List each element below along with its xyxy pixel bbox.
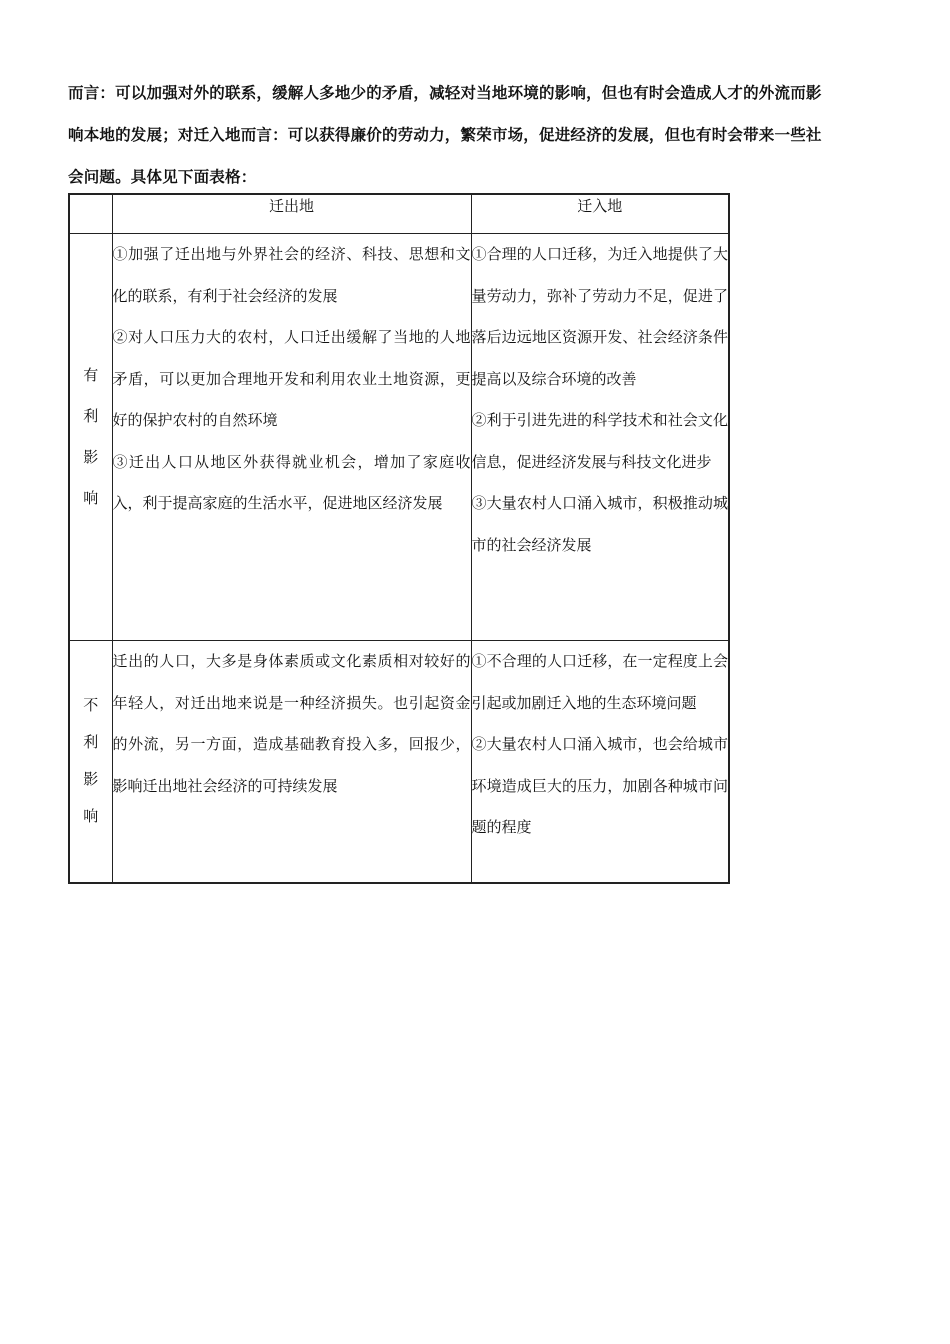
- table-header-row: [69, 194, 729, 234]
- intro-line-2: 响本地的发展；对迁入地而言：可以获得廉价的劳动力，繁荣市场，促进经济的发展，但也有时会带来一些社: [68, 126, 822, 144]
- list-item: ③迁出人口从地区外获得就业机会，增加了家庭收入，利于提高家庭的生活水平，促进地区经济发展: [112, 452, 471, 512]
- cell-positive-emigration: [112, 234, 471, 641]
- row-label-negative: 不 利 影 响: [69, 641, 112, 883]
- list-item: 迁出的人口，大多是身体素质或文化素质相对较好的年轻人，对迁出地来说是一种经济损失。也引起资金的外流，另一方面，造成基础教育投入多，回报少，影响迁出地社会经济的可持续发展: [112, 652, 471, 795]
- intro-line-1: 而言：可以加强对外的联系，缓解人多地少的矛盾，减轻对当地环境的影响，但也有时会造成人才的外流而影: [68, 84, 822, 102]
- intro-paragraph: [68, 72, 888, 198]
- header-emigration: 迁出地: [112, 194, 471, 234]
- list-item: ②利于引进先进的科学技术和社会文化信息，促进经济发展与科技文化进步: [471, 411, 728, 471]
- list-item: ①合理的人口迁移，为迁入地提供了大量劳动力，弥补了劳动力不足，促进了落后边远地区资源开发、社会经济条件提高以及综合环境的改善: [471, 245, 728, 388]
- list-item: ②对人口压力大的农村，人口迁出缓解了当地的人地矛盾，可以更加合理地开发和利用农业土地资源，更好的保护农村的自然环境: [112, 328, 471, 429]
- intro-line-3: 会问题。具体见下面表格：: [68, 168, 257, 186]
- header-immigration: 迁入地: [471, 194, 729, 234]
- cell-positive-immigration: [471, 234, 729, 641]
- header-corner-cell: [69, 194, 112, 234]
- cell-negative-immigration: [471, 641, 729, 883]
- table-row-negative: [69, 641, 729, 883]
- table-row-positive: [69, 234, 729, 641]
- list-item: ①不合理的人口迁移，在一定程度上会引起或加剧迁入地的生态环境问题: [471, 652, 728, 712]
- row-label-positive: 有 利 影 响: [69, 234, 112, 641]
- list-item: ①加强了迁出地与外界社会的经济、科技、思想和文化的联系，有利于社会经济的发展: [112, 245, 471, 305]
- list-item: ③大量农村人口涌入城市，积极推动城市的社会经济发展: [471, 494, 728, 554]
- migration-impact-table: [68, 193, 730, 884]
- cell-negative-emigration: [112, 641, 471, 883]
- list-item: ②大量农村人口涌入城市，也会给城市环境造成巨大的压力，加剧各种城市问题的程度: [471, 735, 728, 836]
